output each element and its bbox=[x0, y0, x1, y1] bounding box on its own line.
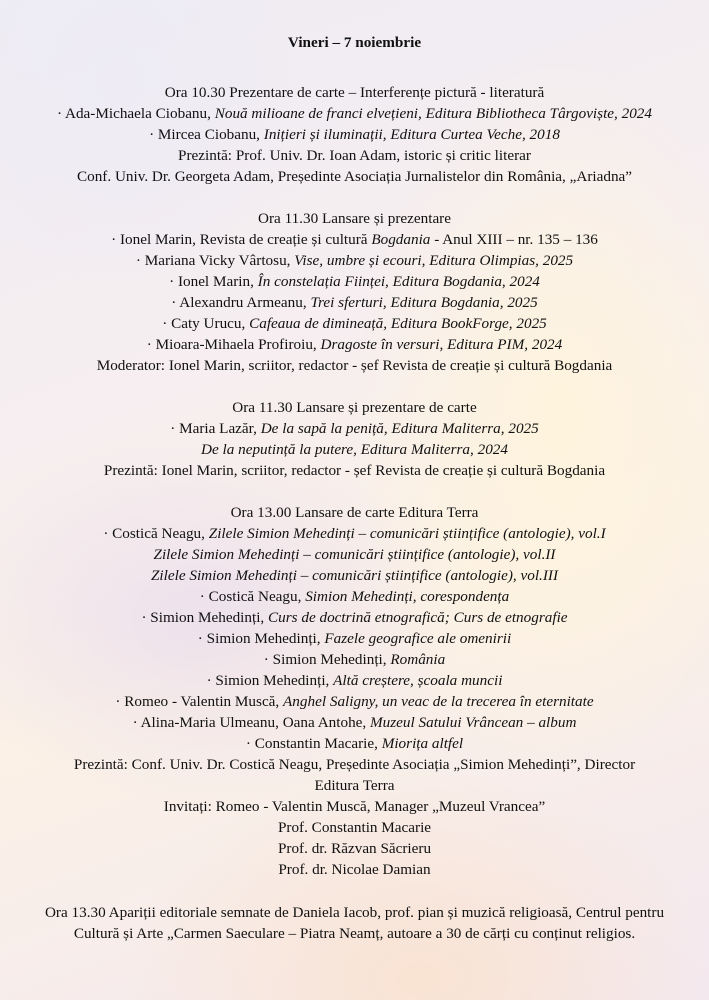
s4-guest-3: Prof. dr. Nicolae Damian bbox=[278, 861, 431, 878]
s1-presenter: Prezintă: Prof. Univ. Dr. Ioan Adam, istoric și critic literar bbox=[178, 147, 531, 164]
s2-item-5: · Caty Urucu, Cafeaua de dimineață, Editura BookForge, 2025 bbox=[162, 315, 547, 332]
s1-presenter-2: Conf. Univ. Dr. Georgeta Adam, Președinte Asociația Jurnalistelor din România, „Ariadna” bbox=[76, 168, 633, 185]
s4-item-5: · Simion Mehedinți, Curs de doctrină etnografică; Curs de etnografie bbox=[141, 609, 568, 626]
s4-guests: Invitați: Romeo - Valentin Muscă, Manager „Muzeul Vrancea” bbox=[163, 798, 546, 815]
s4-item-9: · Romeo - Valentin Muscă, Anghel Saligny, un veac de la trecerea în eternitate bbox=[115, 693, 594, 710]
s4-item-10: · Alina-Maria Ulmeanu, Oana Antohe, Muzeul Satului Vrâncean – album bbox=[132, 714, 577, 731]
s4-item-8: · Simion Mehedinți, Altă creștere, școala muncii bbox=[206, 672, 503, 689]
s4-item-1: · Costică Neagu, Zilele Simion Mehedinți – comunicări științifice (antologie), vol.I bbox=[103, 525, 606, 542]
s2-moderator: Moderator: Ionel Marin, scriitor, redactor - șef Revista de creație și cultură Bogdania bbox=[96, 357, 613, 374]
s4-guest-2: Prof. dr. Răzvan Săcrieru bbox=[277, 840, 432, 857]
s5-paragraph: Ora 13.30 Apariții editoriale semnate de Daniela Iacob, prof. pian și muzică religioasă, Centrul pentru Cultură și Arte „Carmen Saeculare – Piatra Neamț, autoare a 30 de cărți cu conținut religios. bbox=[44, 904, 665, 942]
s4-item-7: · Simion Mehedinți, România bbox=[263, 651, 446, 668]
s4-presenter-cont: Editura Terra bbox=[314, 777, 395, 794]
s2-heading: Ora 11.30 Lansare și prezentare bbox=[258, 210, 451, 227]
s2-item-4: · Alexandru Armeanu, Trei sferturi, Editura Bogdania, 2025 bbox=[171, 294, 538, 311]
day-title: Vineri – 7 noiembrie bbox=[287, 34, 422, 51]
s4-item-2: Zilele Simion Mehedinți – comunicări științifice (antologie), vol.II bbox=[153, 546, 556, 563]
s2-item-3: · Ionel Marin, În constelația Ființei, Editura Bogdania, 2024 bbox=[169, 273, 540, 290]
s4-guest-1: Prof. Constantin Macarie bbox=[277, 819, 432, 836]
s2-item-1: · Ionel Marin, Revista de creație și cultură Bogdania - Anul XIII – nr. 135 – 136 bbox=[111, 231, 598, 248]
s4-heading: Ora 13.00 Lansare de carte Editura Terra bbox=[230, 504, 479, 521]
s4-item-11: · Constantin Macarie, Miorița altfel bbox=[245, 735, 464, 752]
s1-heading: Ora 10.30 Prezentare de carte – Interferențe pictură - literatură bbox=[164, 84, 545, 101]
s4-item-3: Zilele Simion Mehedinți – comunicări științifice (antologie), vol.III bbox=[150, 567, 559, 584]
s1-item-1: · Ada-Michaela Ciobanu, Nouă milioane de franci elvețieni, Editura Bibliotheca Târgoviște, 2024 bbox=[56, 105, 652, 122]
s3-presenter: Prezintă: Ionel Marin, scriitor, redactor - șef Revista de creație și cultură Bogdania bbox=[103, 462, 606, 479]
s3-heading: Ora 11.30 Lansare și prezentare de carte bbox=[232, 399, 477, 416]
s1-item-2: · Mircea Ciobanu, Inițieri și iluminații, Editura Curtea Veche, 2018 bbox=[149, 126, 560, 143]
s4-item-4: · Costică Neagu, Simion Mehedinți, corespondența bbox=[199, 588, 510, 605]
s4-presenter: Prezintă: Conf. Univ. Dr. Costică Neagu, Președinte Asociația „Simion Mehedinți”, Director bbox=[73, 756, 636, 773]
s2-item-6: · Mioara-Mihaela Profiroiu, Dragoste în versuri, Editura PIM, 2024 bbox=[146, 336, 563, 353]
s4-item-6: · Simion Mehedinți, Fazele geografice ale omenirii bbox=[197, 630, 512, 647]
s3-item-1: · Maria Lazăr, De la sapă la peniță, Editura Maliterra, 2025 bbox=[170, 420, 539, 437]
s3-item-2: De la neputință la putere, Editura Maliterra, 2024 bbox=[201, 441, 508, 458]
s2-item-2: · Mariana Vicky Vârtosu, Vise, umbre și ecouri, Editura Olimpias, 2025 bbox=[135, 252, 574, 269]
